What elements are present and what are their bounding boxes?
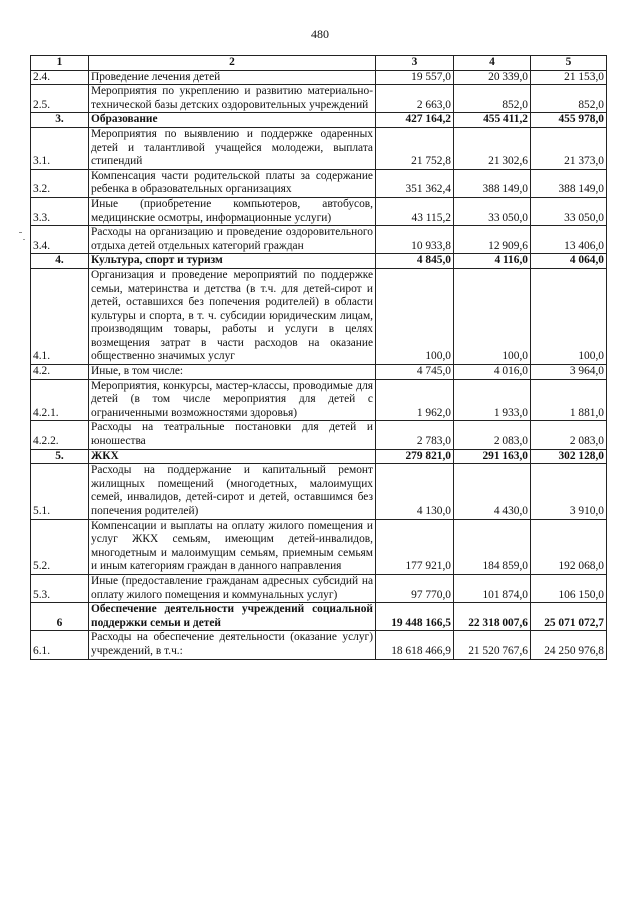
table-row — [31, 268, 607, 364]
scan-artifact — [19, 232, 22, 233]
row-value-col4: 4 430,0 — [454, 464, 531, 519]
table-row — [31, 421, 607, 449]
row-value-col5: 3 964,0 — [531, 365, 607, 380]
row-code: 4.1. — [31, 268, 89, 364]
row-description: Компенсации и выплаты на оплату жилого помещения и услуг ЖКХ семьям, имеющим детей-инвалидов, многодетным и малоимущим семьям, приемным семьям и иным категориям граждан в данного направления — [89, 519, 376, 574]
row-value-col5: 24 250 976,8 — [531, 631, 607, 659]
table-row — [31, 631, 607, 659]
row-value-col3: 351 362,4 — [376, 169, 454, 197]
row-value-col3: 2 783,0 — [376, 421, 454, 449]
row-value-col3: 43 115,2 — [376, 197, 454, 225]
row-value-col5: 3 910,0 — [531, 464, 607, 519]
row-value-col5: 21 153,0 — [531, 70, 607, 85]
row-value-col3: 97 770,0 — [376, 574, 454, 602]
row-value-col5: 192 068,0 — [531, 519, 607, 574]
row-value-col3: 4 130,0 — [376, 464, 454, 519]
row-description: Мероприятия, конкурсы, мастер-классы, проводимые для детей (в том числе мероприятия для детей с ограниченными возможностями здоровья) — [89, 379, 376, 421]
row-code: 4.2.1. — [31, 379, 89, 421]
table-row — [31, 113, 607, 128]
row-description: Расходы на театральные постановки для детей и юношества — [89, 421, 376, 449]
row-value-col5: 388 149,0 — [531, 169, 607, 197]
row-value-col3: 19 557,0 — [376, 70, 454, 85]
row-description: Расходы на организацию и проведение оздоровительного отдыха детей отдельных категорий граждан — [89, 226, 376, 254]
row-code: 3.1. — [31, 127, 89, 169]
budget-table — [30, 55, 607, 660]
row-code: 5.1. — [31, 464, 89, 519]
row-value-col3: 21 752,8 — [376, 127, 454, 169]
row-value-col4: 4 016,0 — [454, 365, 531, 380]
table-row — [31, 365, 607, 380]
row-description: ЖКХ — [89, 449, 376, 464]
column-header: 1 — [31, 56, 89, 71]
row-value-col3: 4 745,0 — [376, 365, 454, 380]
row-value-col5: 2 083,0 — [531, 421, 607, 449]
table-row — [31, 603, 607, 631]
row-value-col5: 13 406,0 — [531, 226, 607, 254]
row-value-col5: 100,0 — [531, 268, 607, 364]
row-code: 3. — [31, 113, 89, 128]
row-value-col3: 2 663,0 — [376, 85, 454, 113]
row-value-col4: 33 050,0 — [454, 197, 531, 225]
row-value-col4: 21 302,6 — [454, 127, 531, 169]
row-description: Обеспечение деятельности учреждений социальной поддержки семьи и детей — [89, 603, 376, 631]
row-value-col5: 852,0 — [531, 85, 607, 113]
column-header: 2 — [89, 56, 376, 71]
column-header: 5 — [531, 56, 607, 71]
table-row — [31, 254, 607, 269]
row-value-col4: 4 116,0 — [454, 254, 531, 269]
table-row — [31, 169, 607, 197]
row-value-col4: 20 339,0 — [454, 70, 531, 85]
row-value-col3: 10 933,8 — [376, 226, 454, 254]
row-value-col5: 1 881,0 — [531, 379, 607, 421]
row-value-col4: 852,0 — [454, 85, 531, 113]
table-row — [31, 574, 607, 602]
row-value-col3: 18 618 466,9 — [376, 631, 454, 659]
row-code: 2.4. — [31, 70, 89, 85]
row-code: 5. — [31, 449, 89, 464]
row-description: Проведение лечения детей — [89, 70, 376, 85]
row-code: 4. — [31, 254, 89, 269]
row-description: Иные, в том числе: — [89, 365, 376, 380]
page-number: 480 — [311, 27, 329, 41]
row-value-col5: 455 978,0 — [531, 113, 607, 128]
row-description: Мероприятия по выявлению и поддержке одаренных детей и талантливой учащейся молодежи, выплата стипендий — [89, 127, 376, 169]
row-value-col4: 184 859,0 — [454, 519, 531, 574]
row-value-col4: 101 874,0 — [454, 574, 531, 602]
row-description: Расходы на обеспечение деятельности (оказание услуг) учреждений, в т.ч.: — [89, 631, 376, 659]
row-value-col5: 25 071 072,7 — [531, 603, 607, 631]
row-value-col4: 100,0 — [454, 268, 531, 364]
row-code: 5.3. — [31, 574, 89, 602]
row-value-col5: 302 128,0 — [531, 449, 607, 464]
row-description: Расходы на поддержание и капитальный ремонт жилищных помещений (многодетных, малоимущих семей, инвалидов, детей-сирот и детей, оставшимся без попечения родителей) — [89, 464, 376, 519]
row-description: Культура, спорт и туризм — [89, 254, 376, 269]
row-value-col4: 2 083,0 — [454, 421, 531, 449]
row-value-col3: 279 821,0 — [376, 449, 454, 464]
row-code: 3.3. — [31, 197, 89, 225]
table-row — [31, 127, 607, 169]
row-description: Компенсация части родительской платы за содержание ребенка в образовательных организациях — [89, 169, 376, 197]
row-code: 3.4. — [31, 226, 89, 254]
row-code: 6 — [31, 603, 89, 631]
row-value-col4: 291 163,0 — [454, 449, 531, 464]
scan-artifact — [23, 239, 25, 240]
table-header-row — [31, 56, 607, 71]
row-value-col4: 1 933,0 — [454, 379, 531, 421]
row-value-col5: 21 373,0 — [531, 127, 607, 169]
row-code: 4.2.2. — [31, 421, 89, 449]
table-row — [31, 519, 607, 574]
table-row — [31, 379, 607, 421]
table-row — [31, 70, 607, 85]
row-description: Образование — [89, 113, 376, 128]
row-description: Мероприятия по укреплению и развитию материально-технической базы детских оздоровительных учреждений — [89, 85, 376, 113]
table-row — [31, 85, 607, 113]
row-code: 2.5. — [31, 85, 89, 113]
row-value-col5: 33 050,0 — [531, 197, 607, 225]
row-value-col4: 12 909,6 — [454, 226, 531, 254]
row-value-col3: 427 164,2 — [376, 113, 454, 128]
row-code: 3.2. — [31, 169, 89, 197]
row-value-col4: 21 520 767,6 — [454, 631, 531, 659]
row-value-col5: 106 150,0 — [531, 574, 607, 602]
row-value-col3: 177 921,0 — [376, 519, 454, 574]
table-row — [31, 197, 607, 225]
row-code: 5.2. — [31, 519, 89, 574]
row-code: 6.1. — [31, 631, 89, 659]
row-value-col4: 22 318 007,6 — [454, 603, 531, 631]
column-header: 3 — [376, 56, 454, 71]
row-value-col5: 4 064,0 — [531, 254, 607, 269]
row-description: Иные (предоставление гражданам адресных субсидий на оплату жилого помещения и коммунальных услуг) — [89, 574, 376, 602]
table-row — [31, 226, 607, 254]
table-row — [31, 449, 607, 464]
row-value-col3: 19 448 166,5 — [376, 603, 454, 631]
row-value-col4: 388 149,0 — [454, 169, 531, 197]
row-value-col4: 455 411,2 — [454, 113, 531, 128]
table-body — [31, 70, 607, 659]
row-code: 4.2. — [31, 365, 89, 380]
row-value-col3: 100,0 — [376, 268, 454, 364]
row-description: Иные (приобретение компьютеров, автобусов, медицинские осмотры, информационные услуги) — [89, 197, 376, 225]
row-value-col3: 4 845,0 — [376, 254, 454, 269]
row-value-col3: 1 962,0 — [376, 379, 454, 421]
column-header: 4 — [454, 56, 531, 71]
table-row — [31, 464, 607, 519]
row-description: Организация и проведение мероприятий по поддержке семьи, материнства и детства (в т.ч. для детей-сирот и детей, оставшихся без попечения родителей) в области культуры и спорта, в т. ч. субсидии юридическим лицам, производящим товары, работы и услуги в целях возмещения затрат в части расходов на оказание общественно значимых услуг — [89, 268, 376, 364]
